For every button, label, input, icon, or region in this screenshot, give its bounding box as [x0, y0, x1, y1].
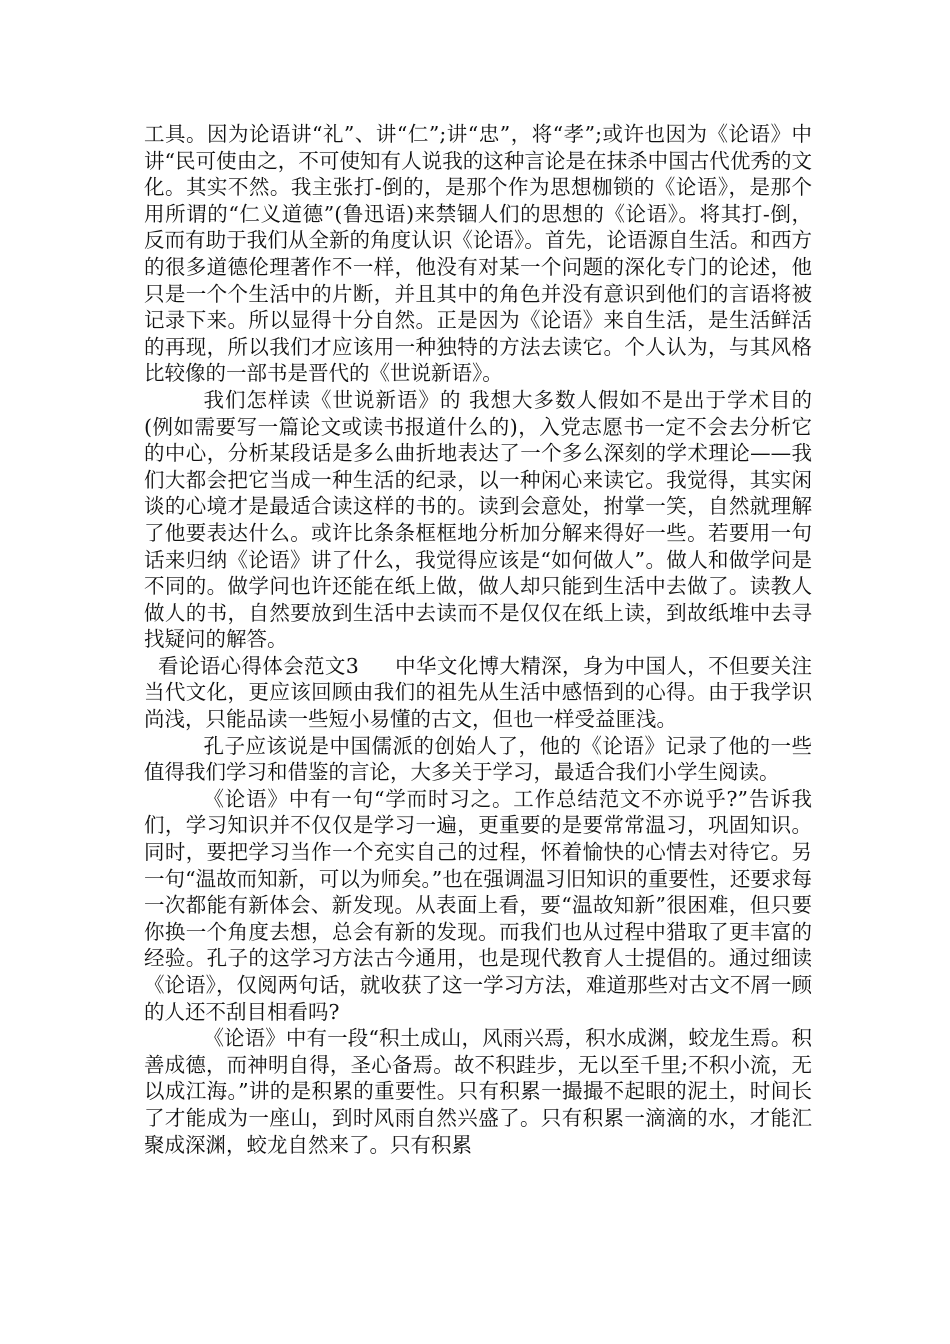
paragraph-5: 《论语》中有一句“学而时习之。工作总结范文不亦说乎?”告诉我们，学习知识并不仅仅是学习一遍，更重要的是要常常温习，巩固知识。同时，要把学习当作一个充实自己的过程，怀着愉快的心情去对待它。另一句“温故而知新，可以为师矣。”也在强调温习旧知识的重要性，还要求每一次都能有新体会、新发现。从表面上看，要“温故知新”很困难，但只要你换一个角度去想，总会有新的发现。而我们也从过程中猎取了更丰富的经验。孔子的这学习方法古今通用，也是现代教育人士提倡的。通过细读《论语》，仅阅两句话，就收获了这一学习方法，难道那些对古文不屑一顾的人还不刮目相看吗? [144, 786, 812, 1024]
paragraph-1: 工具。因为论语讲“礼”、讲“仁”;讲“忠”，将“孝”;或许也因为《论语》中讲“民可使由之，不可使知有人说我的这种言论是在抹杀中国古代优秀的文化。其实不然。我主张打-倒的，是那个作为思想枷锁的《论语》，是那个用所谓的“仁义道德”(鲁迅语)来禁锢人们的思想的《论语》。将其打-倒，反而有助于我们从全新的角度认识《论语》。首先，论语源自生活。和西方的很多道德伦理著作不一样，他没有对某一个问题的深化专门的论述，他只是一个个生活中的片断，并且其中的角色并没有意识到他们的言语将被记录下来。所以显得十分自然。正是因为《论语》来自生活，是生活鲜活的再现，所以我们才应该用一种独特的方法去读它。个人认为，与其风格比较像的一部书是晋代的《世说新语》。 [144, 122, 812, 386]
paragraph-2: 我们怎样读《世说新语》的 我想大多数人假如不是出于学术目的(例如需要写一篇论文或读书报道什么的)，入党志愿书一定不会去分析它的中心，分析某段话是多么曲折地表达了一个多么深刻的学术理论——我们大都会把它当成一种生活的纪录，以一种闲心来读它。我觉得，其实闲谈的心境才是最适合读这样的书的。读到会意处，拊掌一笑，自然就理解了他要表达什么。或许比条条框框地分析加分解来得好一些。若要用一句话来归纳《论语》讲了什么，我觉得应该是“如何做人”。做人和做学问是不同的。做学问也许还能在纸上做，做人却只能到生活中去做了。读教人做人的书，自然要放到生活中去读而不是仅仅在纸上读，到故纸堆中去寻找疑问的解答。 [144, 387, 812, 652]
paragraph-6: 《论语》中有一段“积土成山，风雨兴焉，积水成渊，蛟龙生焉。积善成德，而神明自得，圣心备焉。故不积跬步，无以至千里;不积小流，无以成江海。”讲的是积累的重要性。只有积累一撮撮不起眼的泥土，时间长了才能成为一座山，到时风雨自然兴盛了。只有积累一滴滴的水，才能汇聚成深渊，蛟龙自然来了。只有积累 [144, 1026, 812, 1157]
paragraph-3-body: 中华文化博大精深，身为中国人，不但要关注当代文化，更应该回顾由我们的祖先从生活中感悟到的心得。由于我学识尚浅，只能品读一些短小易懂的古文，但也一样受益匪浅。 [144, 653, 813, 732]
paragraph-3 [144, 653, 812, 733]
document-page [144, 121, 812, 1158]
section-heading: 看论语心得体会范文3 [158, 653, 359, 678]
paragraph-4: 孔子应该说是中国儒派的创始人了，他的《论语》记录了他的一些值得我们学习和借鉴的言论，大多关于学习，最适合我们小学生阅读。 [144, 733, 812, 785]
